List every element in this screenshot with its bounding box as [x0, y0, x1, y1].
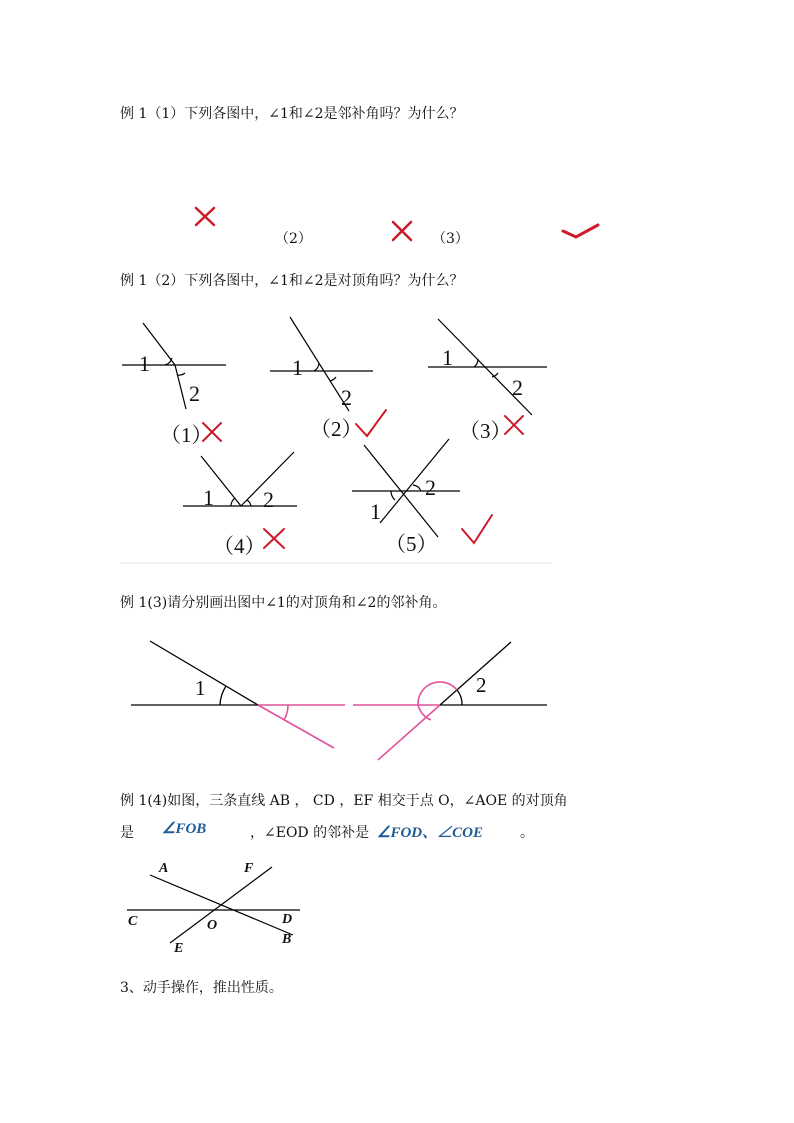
angle-label-1: 1	[139, 351, 150, 376]
fig-label-5: （5）	[385, 532, 438, 556]
q4-figure	[0, 853, 794, 963]
angle-label-1: 1	[203, 485, 214, 510]
angle-label-2: 2	[189, 381, 200, 406]
q4-line1: 例 1(4)如图，三条直线 AB ， CD ，EF 相交于点 O，∠AOE 的对顶角	[120, 793, 568, 809]
point-label-B: B	[282, 932, 292, 947]
angle-label-1: 1	[370, 499, 381, 524]
fig-label-2: （2）	[310, 417, 363, 441]
angle-label-2: 2	[476, 673, 487, 697]
angle-label-2: 2	[341, 385, 352, 410]
angle-label-1: 1	[195, 676, 206, 700]
q1-figure-marks	[0, 200, 794, 260]
point-label-O: O	[207, 918, 218, 933]
check-mark-icon	[563, 225, 598, 237]
fig-label-3: （3）	[459, 419, 512, 443]
fig-label-1: （1）	[160, 423, 213, 447]
angle-label-2: 2	[263, 487, 274, 512]
q4-line2-prefix: 是	[120, 825, 134, 841]
point-label-C: C	[128, 914, 138, 929]
q2-text: 例 1（2）下列各图中，∠1和∠2是对顶角吗？为什么？	[120, 273, 464, 289]
q4-line2-suffix: 。	[520, 825, 534, 841]
q1-fig-label-2: （2）	[275, 231, 312, 247]
q1-text: 例 1（1）下列各图中，∠1和∠2是邻补角吗？为什么？	[120, 106, 464, 122]
cross-mark-icon	[264, 529, 284, 548]
q2-figures	[0, 305, 794, 565]
angle-label-1: 1	[442, 345, 453, 370]
answer-supplementary-angles: ∠FOD、∠COE	[377, 825, 483, 841]
q3-figure	[0, 630, 794, 770]
q4-line2-middle: ，∠EOD 的邻补是	[250, 825, 370, 841]
q3-text: 例 1(3)请分别画出图中∠1的对顶角和∠2的邻补角。	[120, 595, 447, 611]
angle-label-2: 2	[425, 475, 436, 500]
fig-label-4: （4）	[213, 534, 266, 558]
point-label-D: D	[282, 912, 293, 927]
point-label-F: F	[244, 861, 254, 876]
point-label-A: A	[159, 861, 169, 876]
answer-vertical-angle: ∠FOB	[162, 821, 207, 837]
cross-mark-icon	[393, 222, 411, 240]
cross-mark-icon	[196, 208, 214, 225]
section3-text: 3、动手操作，推出性质。	[120, 980, 283, 996]
angle-label-1: 1	[292, 355, 303, 380]
angle-label-2: 2	[512, 375, 523, 400]
q1-fig-label-3: （3）	[432, 231, 469, 247]
point-label-E: E	[174, 941, 184, 956]
check-mark-icon	[462, 515, 492, 543]
